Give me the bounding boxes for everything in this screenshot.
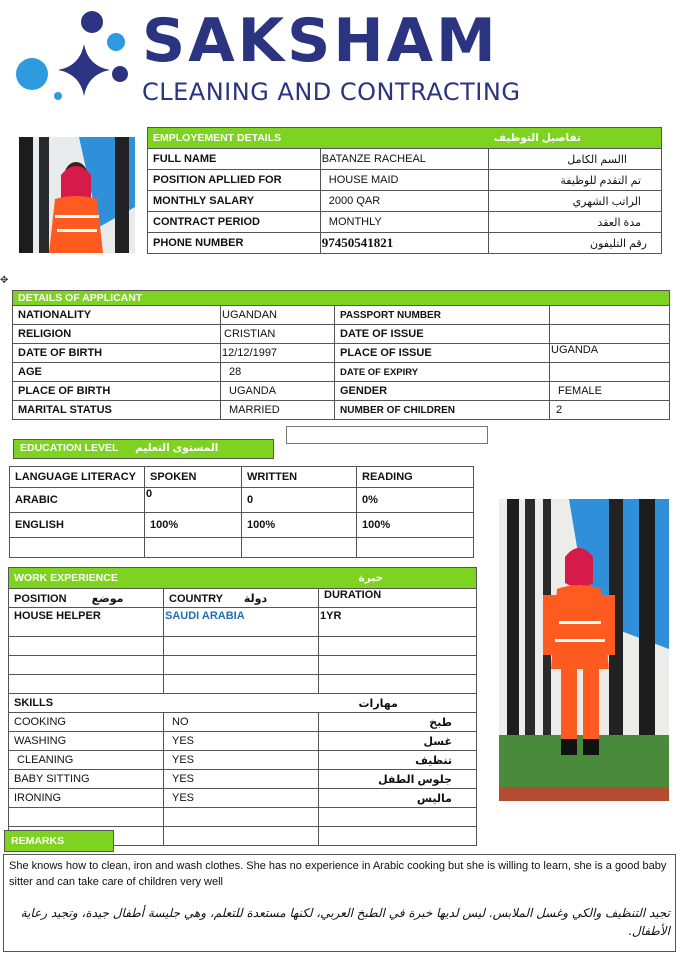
skill-label: COOKING xyxy=(9,713,164,732)
applicant-table xyxy=(12,290,670,420)
table-row xyxy=(13,344,670,363)
table-row xyxy=(13,401,670,420)
education-language: ARABIC xyxy=(10,488,145,513)
work-country: SAUDI ARABIA xyxy=(164,608,319,637)
table-row xyxy=(9,770,477,789)
education-title-ar: المستوى التعليم xyxy=(135,442,219,454)
value-position: HOUSE MAID xyxy=(320,170,488,191)
skill-label: BABY SITTING xyxy=(9,770,164,789)
table-row xyxy=(9,732,477,751)
work-position-header-ar: موضع xyxy=(91,592,124,605)
empty-field xyxy=(286,426,488,444)
label-passport: PASSPORT NUMBER xyxy=(335,306,550,325)
label-date-of-issue: DATE OF ISSUE xyxy=(335,325,550,344)
table-row xyxy=(9,608,477,637)
table-row xyxy=(9,675,477,694)
label-place-of-birth: PLACE OF BIRTH xyxy=(13,382,221,401)
value-salary: 2000 QAR xyxy=(320,191,488,212)
label-position: POSITION APLLIED FOR xyxy=(148,170,321,191)
value-date-of-issue xyxy=(550,325,670,344)
skill-ar: جلوس الطفل xyxy=(319,770,477,789)
brand-tagline: CLEANING AND CONTRACTING xyxy=(142,78,521,106)
value-dob: 12/12/1997 xyxy=(221,344,335,363)
table-row xyxy=(10,513,474,538)
education-header: WRITTEN xyxy=(242,467,357,488)
ar-full-name: االسم الكامل xyxy=(489,149,662,170)
education-header: LANGUAGE LITERACY xyxy=(10,467,145,488)
value-nationality: UGANDAN xyxy=(221,306,335,325)
work-position-header: POSITION xyxy=(14,592,67,605)
label-dob: DATE OF BIRTH xyxy=(13,344,221,363)
skill-value: NO xyxy=(164,713,319,732)
education-cell: 100% xyxy=(242,513,357,538)
table-row xyxy=(13,306,670,325)
table-handle-icon[interactable]: ✥ xyxy=(0,275,9,286)
applicant-photo-large xyxy=(499,499,669,801)
work-title-ar: خبرة xyxy=(319,568,477,589)
skill-ar: طبخ xyxy=(319,713,477,732)
education-title-bar xyxy=(13,439,274,459)
table-row xyxy=(9,589,477,608)
ar-contract: مدة العقد xyxy=(489,212,662,233)
value-gender: FEMALE xyxy=(550,382,670,401)
value-place-of-birth: UGANDA xyxy=(221,382,335,401)
applicant-photo-full xyxy=(499,499,669,801)
value-passport xyxy=(550,306,670,325)
table-row xyxy=(148,191,662,212)
table-row xyxy=(13,325,670,344)
remarks-title xyxy=(4,830,114,852)
value-phone: 97450541821 xyxy=(320,233,488,254)
employment-title: EMPLOYEMENT DETAILS xyxy=(148,128,489,149)
table-row xyxy=(148,170,662,191)
table-row xyxy=(148,149,662,170)
skill-label: IRONING xyxy=(9,789,164,808)
skill-label: WASHING xyxy=(9,732,164,751)
label-religion: RELIGION xyxy=(13,325,221,344)
remarks-title-text: REMARKS xyxy=(11,835,65,847)
value-age: 28 xyxy=(221,363,335,382)
table-row xyxy=(9,751,477,770)
label-children: NUMBER OF CHILDREN xyxy=(335,401,550,420)
remarks-english: She knows how to clean, iron and wash clothes. She has no experience in Arabic cooking but she is willing to learn, she is a good baby sitter and can take care of children very well xyxy=(9,860,667,888)
table-row xyxy=(10,538,474,558)
work-duration-header: DURATION xyxy=(319,589,477,608)
work-experience-table xyxy=(8,567,477,846)
education-cell: 0% xyxy=(357,488,474,513)
applicant-photo-small xyxy=(19,137,135,253)
value-contract: MONTHLY xyxy=(320,212,488,233)
table-row xyxy=(148,233,662,254)
remarks-box xyxy=(3,854,676,952)
education-table xyxy=(9,466,474,558)
logo-icon xyxy=(8,4,138,104)
label-place-of-issue: PLACE OF ISSUE xyxy=(335,344,550,363)
table-row xyxy=(10,488,474,513)
work-title: WORK EXPERIENCE xyxy=(9,568,319,589)
table-row xyxy=(9,789,477,808)
label-contract: CONTRACT PERIOD xyxy=(148,212,321,233)
value-religion: CRISTIAN xyxy=(221,325,335,344)
table-row xyxy=(13,363,670,382)
value-children: 2 xyxy=(550,401,670,420)
label-salary: MONTHLY SALARY xyxy=(148,191,321,212)
ar-position: تم التقدم للوظيفة xyxy=(489,170,662,191)
education-language: ENGLISH xyxy=(10,513,145,538)
work-position: HOUSE HELPER xyxy=(9,608,164,637)
work-duration: 1YR xyxy=(319,608,477,637)
table-row xyxy=(9,637,477,656)
skill-value: YES xyxy=(164,770,319,789)
table-row xyxy=(148,212,662,233)
skill-value: YES xyxy=(164,789,319,808)
education-cell: 0 xyxy=(242,488,357,513)
value-full-name: BATANZE RACHEAL xyxy=(320,149,488,170)
label-full-name: FULL NAME xyxy=(148,149,321,170)
label-date-of-expiry: DATE OF EXPIRY xyxy=(335,363,550,382)
education-cell: 100% xyxy=(145,513,242,538)
ar-salary: الراتب الشهري xyxy=(489,191,662,212)
table-row xyxy=(9,656,477,675)
label-age: AGE xyxy=(13,363,221,382)
label-phone: PHONE NUMBER xyxy=(148,233,321,254)
value-place-of-issue: UGANDA xyxy=(550,344,670,363)
applicant-photo-image xyxy=(19,137,135,253)
table-row xyxy=(9,694,477,713)
value-date-of-expiry xyxy=(550,363,670,382)
brand-name: SAKSHAM xyxy=(142,6,499,76)
employment-table xyxy=(147,127,662,254)
skills-title: SKILLS xyxy=(9,694,319,713)
ar-phone: رقم التليفون xyxy=(489,233,662,254)
employment-title-ar: تفاصيل التوظيف xyxy=(489,128,662,149)
education-header: READING xyxy=(357,467,474,488)
skill-ar: ماليس xyxy=(319,789,477,808)
skill-label: CLEANING xyxy=(9,751,164,770)
skill-ar: غسل xyxy=(319,732,477,751)
table-row xyxy=(13,382,670,401)
label-gender: GENDER xyxy=(335,382,550,401)
table-row xyxy=(10,467,474,488)
work-country-header: COUNTRY xyxy=(169,592,223,605)
label-nationality: NATIONALITY xyxy=(13,306,221,325)
applicant-title: DETAILS OF APPLICANT xyxy=(13,291,670,306)
skill-value: YES xyxy=(164,751,319,770)
education-title: EDUCATION LEVEL xyxy=(20,442,119,454)
skill-ar: تنظيف xyxy=(319,751,477,770)
value-marital: MARRIED xyxy=(221,401,335,420)
skill-value: YES xyxy=(164,732,319,751)
remarks-arabic: تجيد التنظيف والكي وغسل الملابس. ليس لديها خبرة في الطبخ العربي، لكنها مستعدة للتعلم، وهي جليسة أطفال جيدة، وتجيد رعاية الأطفال. xyxy=(20,906,670,938)
work-country-header-ar: دولة xyxy=(243,592,268,605)
education-cell: 0 xyxy=(145,488,242,513)
education-header: SPOKEN xyxy=(145,467,242,488)
table-row xyxy=(9,713,477,732)
education-cell: 100% xyxy=(357,513,474,538)
label-marital: MARITAL STATUS xyxy=(13,401,221,420)
skills-title-ar: مهارات xyxy=(319,694,477,713)
table-row xyxy=(9,808,477,827)
